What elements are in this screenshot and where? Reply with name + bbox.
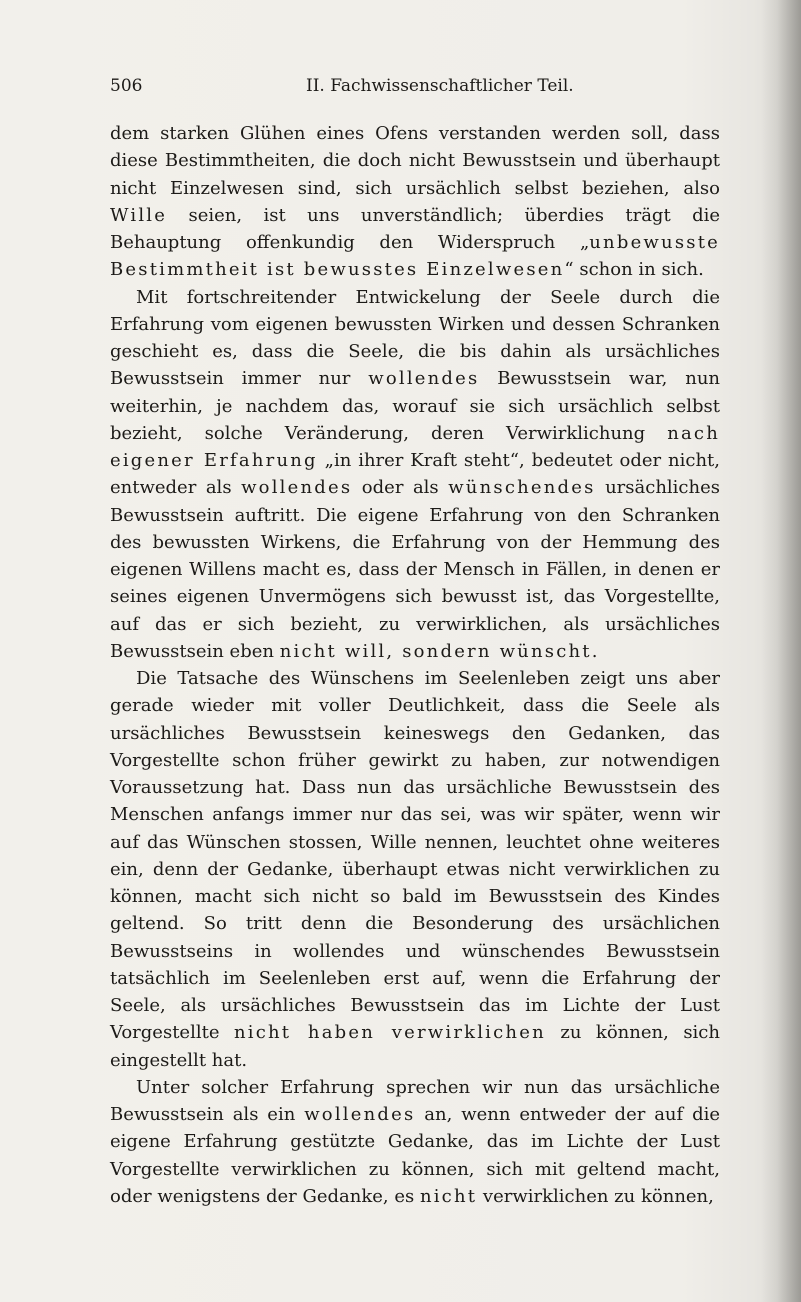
text-run: „in ihrer Kraft steht“, bedeutet oder nicht, entweder als — [110, 450, 720, 499]
running-head-title: II. Fachwissenschaftlicher Teil. — [306, 76, 574, 96]
spaced-emphasis: Wille — [110, 204, 168, 226]
paragraph-3 — [110, 665, 720, 1074]
text-run: zu können, sich eingestellt hat. — [110, 1022, 720, 1071]
paragraph-4 — [110, 1074, 720, 1210]
paragraph-2 — [110, 284, 720, 666]
text-run: dem starken Glühen eines Ofens verstanden werden soll, dass diese Bestimmtheiten, die doch nicht Bewusstsein und überhaupt nicht Einzelwesen sind, sich ursächlich selbst beziehen, also — [110, 123, 720, 199]
spaced-emphasis: nach eigener Erfahrung — [110, 422, 720, 471]
spaced-emphasis: wollendes — [304, 1104, 416, 1125]
text-run: Die Tatsache des Wünschens im Seelenleben zeigt uns aber gerade wieder mit voller Deutlichkeit, dass die Seele als ursächliches Bewusstsein keineswegs den Gedanken, das Vorgestellte schon früher gewirkt zu haben, zur notwendigen Voraussetzung hat. Dass nun das ursächliche Bewusstsein des Menschen anfangs immer nur das sei, was wir später, wenn wir auf das Wünschen stossen, Wille nennen, leuchtet ohne weiteres ein, denn der Gedanke, überhaupt etwas nicht verwirklichen zu können, macht sich nicht so bald im Bewusstsein des Kindes geltend. So tritt denn die Besonderung des ursächlichen Bewusstseins in wollendes und wünschendes Bewusstsein tatsächlich im Seelenleben erst auf, wenn die Erfahrung der Seele, als ursächliches Bewusstsein das im Lichte der Lust Vorgestellte — [110, 668, 720, 1044]
spaced-emphasis: wollendes — [368, 368, 480, 390]
spaced-emphasis: wünschendes — [448, 477, 596, 499]
spaced-emphasis: unbewusste Bestimmtheit ist bewusstes Einzelwesen — [110, 232, 720, 281]
text-run: “ schon in sich. — [564, 259, 704, 281]
page-edge-shadow — [761, 0, 801, 1302]
body-text — [110, 120, 720, 1210]
text-run: oder als — [352, 477, 449, 499]
text-run: Mit fortschreitender Entwickelung der Seele durch die Erfahrung vom eigenen bewussten Wirken und dessen Schranken geschieht es, dass die Seele, die bis dahin als ursächliches Bewusstsein immer nur — [110, 286, 720, 390]
text-run: an, wenn entweder der auf die eigene Erfahrung gestützte Gedanke, das im Lichte der Lust Vorgestellte verwirklichen zu können, sich mit geltend macht, oder wenigstens der Gedanke, es — [110, 1104, 720, 1207]
spaced-emphasis: nicht will, sondern wünscht — [279, 640, 592, 662]
text-run: Bewusstsein war, nun weiterhin, je nachdem das, worauf sie sich ursächlich selbst bezieht, solche Veränderung, deren Verwirklichung — [110, 368, 721, 444]
running-head — [110, 76, 710, 102]
text-run: seien, ist uns unverständlich; überdies trägt die Behauptung offenkundig den Widerspruch „ — [110, 204, 720, 253]
text-run: ursächliches Bewusstsein auftritt. Die eigene Erfahrung von den Schranken des bewussten Wirkens, die Erfahrung von der Hemmung des eigenen Willens macht es, dass der Mensch in Fällen, in denen er seines eigenen Unvermögens sich bewusst ist, das Vorgestellte, auf das er sich bezieht, zu verwirklichen, als ursächliches Bewusstsein eben — [110, 477, 720, 662]
paragraph-1 — [110, 120, 720, 284]
spaced-emphasis: wollendes — [241, 477, 353, 499]
spaced-emphasis: nicht — [419, 1185, 478, 1207]
text-run: . — [591, 640, 598, 662]
spaced-emphasis: nicht haben verwirklichen — [233, 1022, 546, 1044]
page-number: 506 — [110, 76, 143, 96]
text-run: Unter solcher Erfahrung sprechen wir nun das ursächliche Bewusstsein als ein — [110, 1076, 720, 1125]
text-run: verwirklichen zu können, — [477, 1185, 714, 1207]
